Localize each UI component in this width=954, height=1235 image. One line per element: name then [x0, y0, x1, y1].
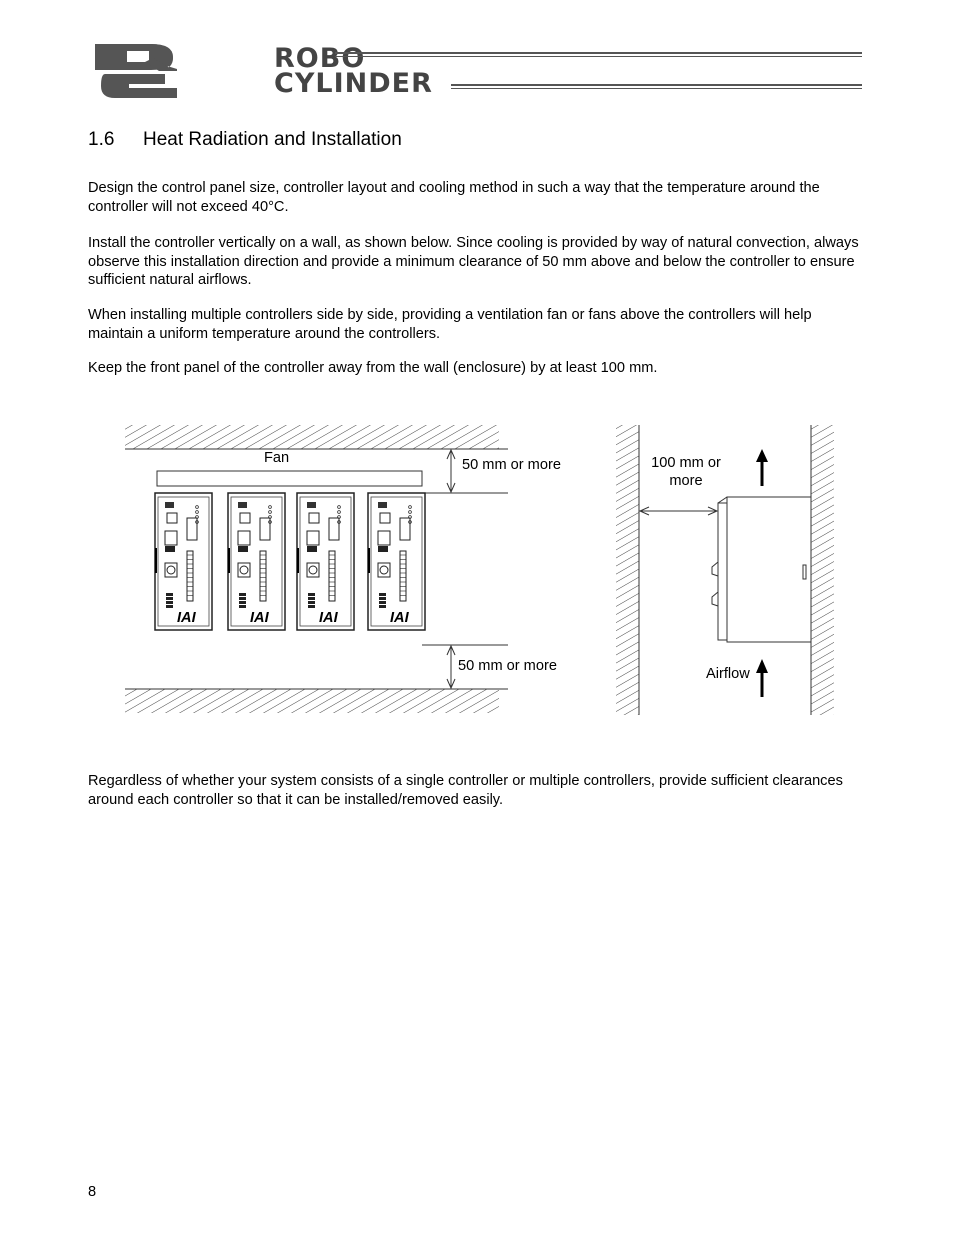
paragraph-clearance-note: Regardless of whether your system consists of a single controller or multiple controllers, provide sufficient clearances around each controller so that it can be installed/removed easily. [88, 773, 843, 808]
top-clearance-label: 50 mm or more [462, 457, 561, 473]
page-number: 8 [88, 1184, 97, 1200]
rc-logo-mark [93, 40, 183, 100]
header-rule-bottom [451, 84, 862, 86]
fan-label: Fan [264, 450, 290, 466]
paragraph-temperature: Design the control panel size, controller layout and cooling method in such a way that the temperature around the controller will not exceed 40°C. [88, 180, 820, 215]
robo-cylinder-logo [93, 40, 443, 100]
airflow-arrow-top [756, 449, 768, 486]
bottom-clearance-label: 50 mm or more [458, 658, 557, 674]
paragraph-front-clearance: Keep the front panel of the controller away from the wall (enclosure) by at least 100 mm. [88, 360, 658, 376]
fan-box [157, 471, 422, 486]
controller-side-view [712, 497, 811, 642]
controller-brand: IAI [319, 610, 338, 626]
top-ceiling-hatch [125, 425, 508, 449]
controller-unit [368, 493, 425, 630]
airflow-label: Airflow [706, 666, 750, 682]
controller-brand: IAI [250, 610, 269, 626]
header-rule-bottom-thin [451, 88, 862, 89]
controller-unit [297, 493, 354, 630]
installation-diagram [0, 400, 954, 740]
side-right-wall [811, 425, 834, 715]
header-rule-top-thin [335, 56, 862, 57]
section-heading [88, 129, 402, 151]
side-left-wall [616, 425, 639, 715]
section-number: 1.6 [88, 129, 115, 150]
bottom-floor-hatch [125, 689, 508, 713]
controller-brand: IAI [177, 610, 196, 626]
controller-brand: IAI [390, 610, 409, 626]
paragraph-multiple-controllers: When installing multiple controllers side by side, providing a ventilation fan or fans above the controllers will help maintain a uniform temperature around the controllers. [88, 307, 812, 342]
controllers-group [155, 493, 425, 630]
logo-line-cylinder: CYLINDER [274, 68, 433, 99]
header-rule-top [335, 52, 862, 54]
controller-unit [155, 493, 212, 630]
controller-unit [228, 493, 285, 630]
front-clearance-label-line2: more [669, 473, 703, 489]
front-clearance-label-line1: 100 mm or [651, 455, 721, 471]
section-title: Heat Radiation and Installation [143, 129, 402, 150]
logo-line-robo: ROBO [274, 43, 366, 74]
airflow-arrow-bottom [756, 659, 768, 697]
paragraph-vertical-install: Install the controller vertically on a wall, as shown below. Since cooling is provided by way of natural convection, always observe this installation direction and provide a minimum clearance of 50 mm above and below the controller to ensure sufficient natural airflows. [88, 235, 859, 288]
